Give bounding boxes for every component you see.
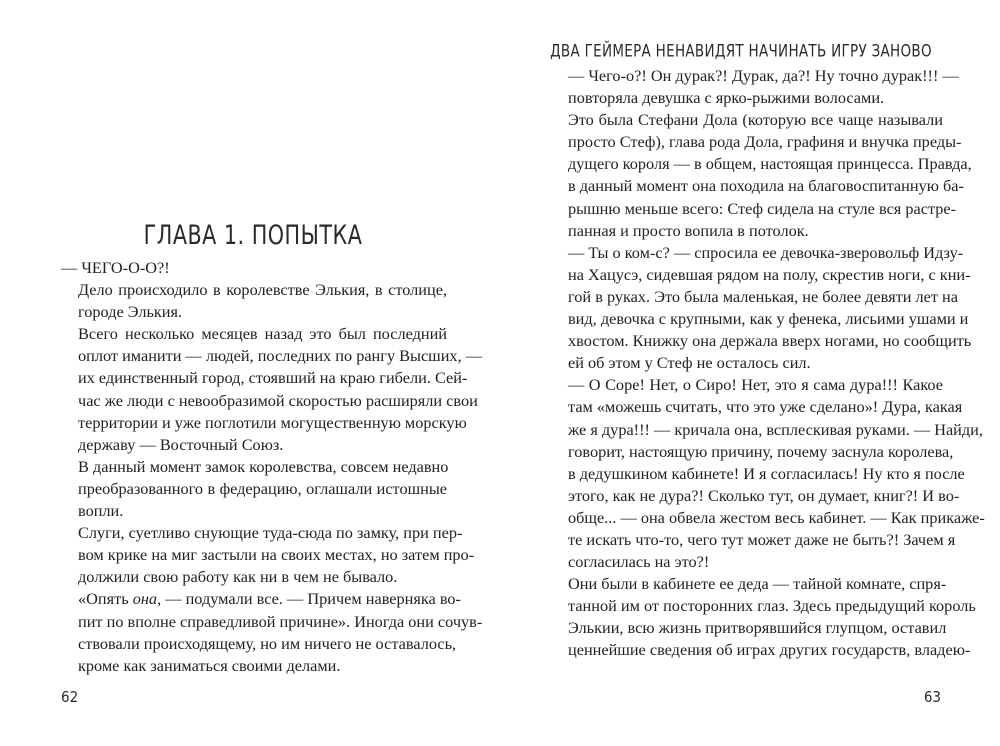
right-page-number: 63 xyxy=(923,688,941,706)
text-line: территории и уже поглотили могущественную морскую xyxy=(78,412,467,432)
text-line: Всего несколько месяцев назад это был последний xyxy=(78,324,447,344)
paragraph xyxy=(551,242,972,375)
text-line: на Хацусэ, сидевшая рядом на полу, скрестив ноги, с кни- xyxy=(568,264,971,284)
text-line: преобразованного в федерацию, оглашали истошные xyxy=(78,478,447,498)
paragraph xyxy=(551,65,959,109)
left-page-number: 62 xyxy=(61,688,79,706)
text-line: — ЧЕГО-О-О?! xyxy=(61,258,170,277)
text-line: Элькии, всю жизнь притворявшийся глупцом, оставил xyxy=(568,618,947,638)
paragraph xyxy=(61,456,447,522)
text-line: рышню меньше всего: Стеф сидела на стуле вся растре- xyxy=(568,198,957,218)
text-line: их единственный город, стоявший на краю гибели. Сей- xyxy=(78,368,468,388)
left-page-body xyxy=(61,257,483,677)
text-line: вом крике на миг застыли на своих местах, но затем про- xyxy=(78,545,475,565)
text-line: в дедушкином кабинете! И я согласилась! Ну кто я после xyxy=(568,463,965,483)
text-line: гой в руках. Это была маленькая, не более девяти лет на xyxy=(568,286,958,306)
paragraph xyxy=(61,279,447,323)
text-line: дущего короля — в общем, настоящая принцесса. Правда, xyxy=(568,154,972,174)
right-page xyxy=(500,0,1000,746)
text-line: вид, девочка с крупными, как у фенека, лисьими ушами и xyxy=(568,309,969,329)
text-line: — Чего-о?! Он дурак?! Дурак, да?! Ну точно дурак!!! — xyxy=(568,66,959,85)
text-line: Это была Стефани Дола (которую все чаще называли xyxy=(568,110,943,130)
text-line: повторяла девушка с ярко-рыжими волосами. xyxy=(568,88,885,108)
text-line: вопли. xyxy=(78,501,124,521)
right-page-body xyxy=(551,65,985,662)
text-line: те искать что-то, чего тут может даже не быть?! Зачем я xyxy=(568,529,956,549)
text-line: час же люди с невообразимой скоростью расширяли свои xyxy=(78,390,478,410)
text-line: говорит, настоящую причину, почему заснула королева, xyxy=(568,441,954,461)
paragraph xyxy=(61,588,483,676)
text-line: там «можешь считать, что это уже сделано»! Дура, какая xyxy=(568,397,963,417)
paragraph xyxy=(61,522,475,588)
text-line: этого, как не дура?! Сколько тут, он думает, книг?! И во- xyxy=(568,485,960,505)
paragraph xyxy=(61,323,482,456)
text-line: — Ты о ком-с? — спросила ее девочка-зверовольф Идзу- xyxy=(568,242,964,262)
text-line: «Опять она, — подумали все. — Причем наверняка во- xyxy=(78,589,461,609)
text-line: пит по вполне справедливой причине». Иногда они сочув- xyxy=(78,611,483,631)
text-line: городе Элькия. xyxy=(78,302,183,322)
paragraph xyxy=(551,374,985,573)
text-line: ценнейшие сведения об играх других государств, владею- xyxy=(568,640,971,660)
running-head: ДВА ГЕЙМЕРА НЕНАВИДЯТ НАЧИНАТЬ ИГРУ ЗАНОВО xyxy=(550,41,932,61)
text-line: должили свою работу как ни в чем не бывало. xyxy=(78,567,398,587)
text-line: оплот иманити — людей, последних по рангу Высших, — xyxy=(78,346,482,366)
text-line: Они были в кабинете ее деда — тайной комнате, спря- xyxy=(568,574,947,594)
text-line: В данный момент замок королевства, совсем недавно xyxy=(78,456,449,476)
text-line: хвостом. Книжку она держала вверх ногами, но сообщить xyxy=(568,331,972,351)
text-line: согласилась на это?! xyxy=(568,552,710,572)
text-line: ей об этом у Стеф не осталось сил. xyxy=(568,353,811,373)
text-line: Дело происходило в королевстве Элькия, в столице, xyxy=(78,280,447,300)
paragraph xyxy=(551,109,972,242)
text-line: кроме как заниматься своими делами. xyxy=(78,655,341,675)
text-line: — О Соре! Нет, о Сиро! Нет, это я сама дура!!! Какое xyxy=(568,375,943,395)
text-line: панная и просто вопила в потолок. xyxy=(568,220,809,240)
text-line: державу — Восточный Союз. xyxy=(78,434,284,454)
text-line: в данный момент она походила на благовоспитанную ба- xyxy=(568,176,964,196)
text-line: просто Стеф), глава рода Дола, графиня и внучка преды- xyxy=(568,132,962,152)
paragraph xyxy=(61,257,447,279)
text-line: Слуги, суетливо снующие туда-сюда по замку, при пер- xyxy=(78,523,463,543)
text-line: ствовали происходящему, но им ничего не оставалось, xyxy=(78,633,457,653)
chapter-title: ГЛАВА 1. ПОПЫТКА xyxy=(143,221,363,252)
text-line: обще... — она обвела жестом весь кабинет. — Как прикаже- xyxy=(568,507,985,527)
text-line: же я дура!!! — кричала она, всплескивая руками. — Найди, xyxy=(568,419,983,439)
text-line: танной им от посторонних глаз. Здесь предыдущий король xyxy=(568,596,976,616)
paragraph xyxy=(551,573,976,661)
